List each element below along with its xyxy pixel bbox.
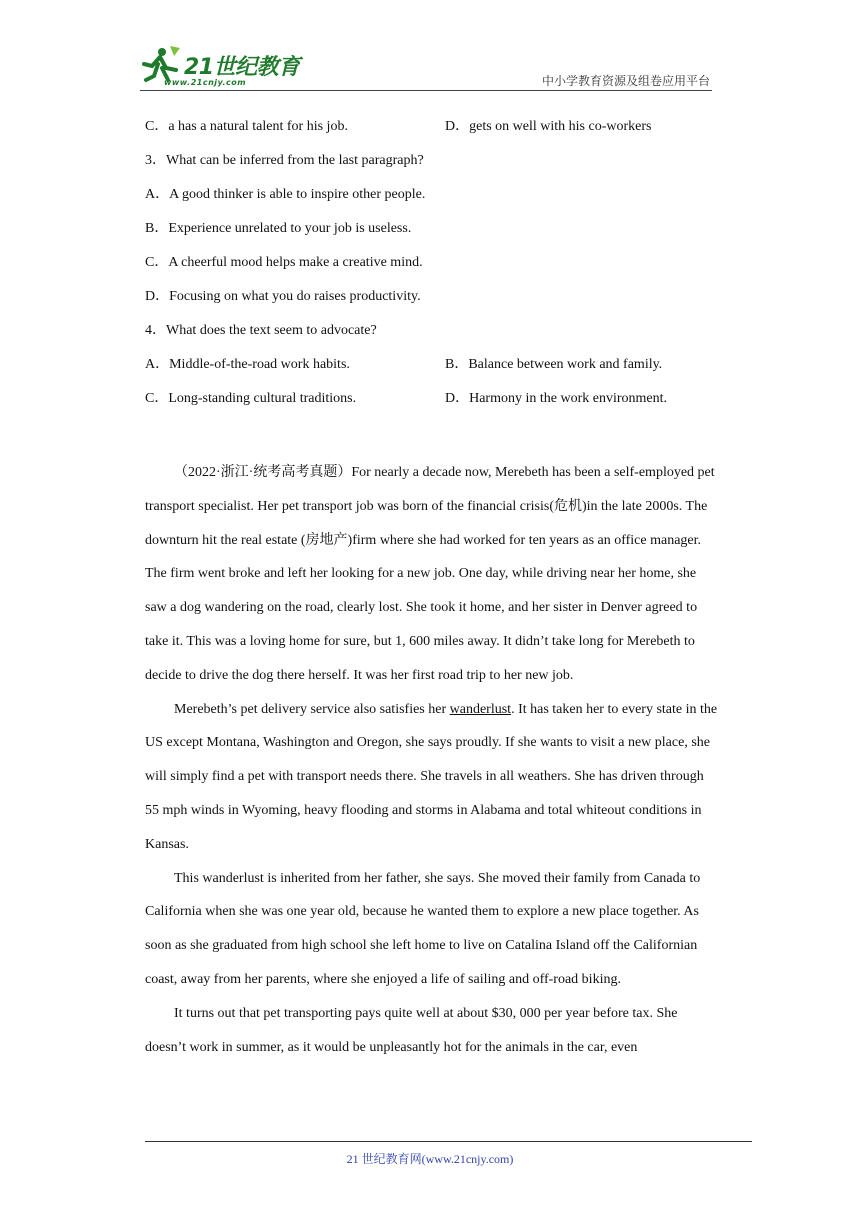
q4-option-a: A．Middle-of-the-road work habits. [145, 357, 350, 372]
underlined-word: wanderlust [449, 701, 512, 717]
passage-p2-after: . It has taken her to every state in the US except Montana, Washington and Oregon, she says proudly. If she wants to visit a new place, she will simply find a pet with transport needs there. She travels in all weathers. She has driven through 55 mph winds in Wyoming, heavy flooding and storms in Alabama and total whiteout conditions in Kansas. [145, 701, 718, 852]
brand-logo [140, 40, 320, 88]
q4-option-d: D．Harmony in the work environment. [445, 391, 668, 406]
passage-paragraph-1: （2022·浙江·统考高考真题）For nearly a decade now, Merebeth has been a self-employed pet transport specialist. Her pet transport job was born of the financial crisis(危机)in the late 2000s. The downturn hit the real estate (房地产)firm where she had worked for ten years as an office manager. The firm went broke and left her looking for a new job. One day, while driving near her home, she saw a dog wandering on the road, clearly lost. She took it home, and her sister in Denver agreed to take it. This was a loving home for sure, but 1, 600 miles away. It didn’t take long for Merebeth to decide to drive the dog there herself. It was her first road trip to her new job. [145, 465, 715, 683]
q3-option-b: B．Experience unrelated to your job is useless. [145, 221, 412, 236]
q4-options-row-ab [145, 354, 720, 388]
passage-paragraph-4: It turns out that pet transporting pays quite well at about $30, 000 per year before tax. She doesn’t work in summer, as it would be unpleasantly hot for the animals in the car, even [145, 1005, 678, 1055]
q4-stem: 4．What does the text seem to advocate? [145, 323, 377, 338]
q2-option-c: C．a has a natural talent for his job. [145, 119, 348, 134]
footer-divider [145, 1141, 752, 1142]
logo-url: www.21cnjy.com [164, 78, 247, 87]
document-body [145, 116, 720, 1064]
passage-paragraph-2 [145, 693, 720, 862]
section-gap [145, 422, 720, 456]
q3-stem: 3．What can be inferred from the last paragraph? [145, 153, 424, 168]
q4-options-row-cd [145, 388, 720, 422]
page-header [140, 40, 712, 91]
q4-option-c: C．Long-standing cultural traditions. [145, 391, 357, 406]
q3-option-a: A．A good thinker is able to inspire other people. [145, 187, 426, 202]
q2-options-row-cd [145, 116, 720, 150]
passage-p2-before: Merebeth’s pet delivery service also satisfies her [174, 701, 450, 717]
q4-option-b: B．Balance between work and family. [445, 357, 663, 372]
logo-text: 21世纪教育 [184, 55, 300, 80]
passage-paragraph-3: This wanderlust is inherited from her father, she says. She moved their family from Canada to California when she was one year old, because he wanted them to explore a new place together. As soon as she graduated from high school she left home to live on Catalina Island off the Californian coast, away from her parents, where she enjoyed a life of sailing and off-road biking. [145, 870, 701, 987]
q3-option-c: C．A cheerful mood helps make a creative mind. [145, 255, 423, 270]
q2-option-d: D．gets on well with his co-workers [445, 119, 652, 134]
q3-option-d: D．Focusing on what you do raises productivity. [145, 289, 421, 304]
platform-label: 中小学教育资源及组卷应用平台 [541, 74, 710, 88]
page-footer: 21 世纪教育网(www.21cnjy.com) [346, 1152, 514, 1166]
